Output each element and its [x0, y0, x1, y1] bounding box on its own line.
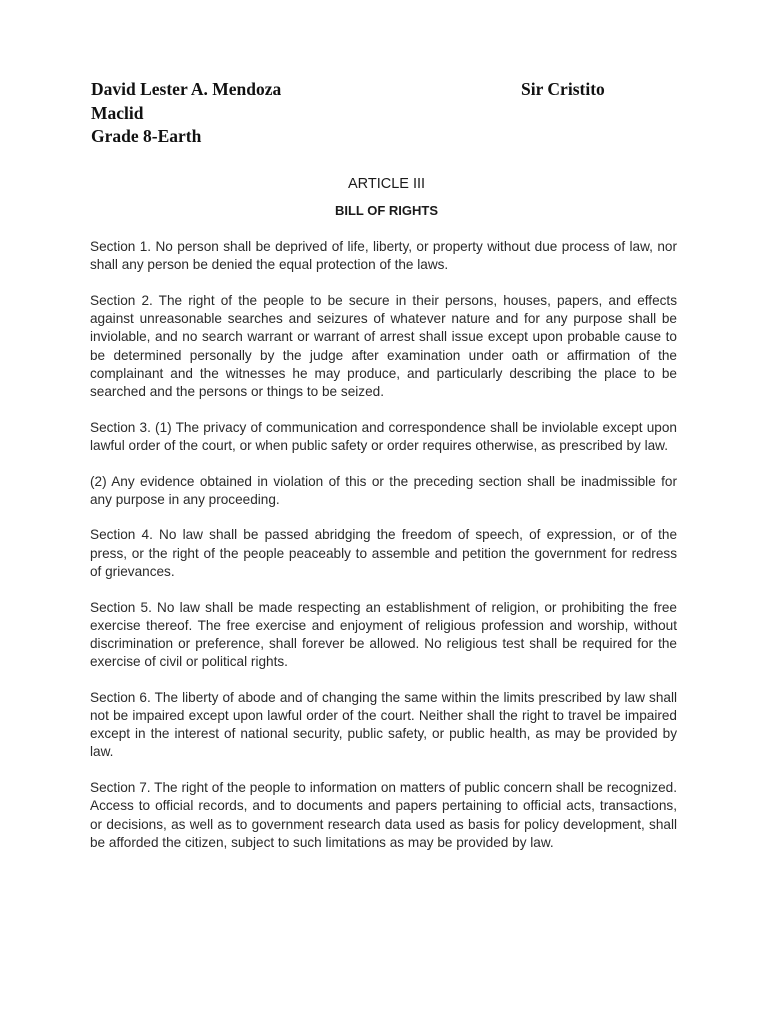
title-block — [0, 174, 768, 220]
paragraph-section-3-2: (2) Any evidence obtained in violation of this or the preceding section shall be inadmissible for any purpose in any proceeding. — [90, 473, 677, 507]
paragraph-section-4: Section 4. No law shall be passed abridging the freedom of speech, of expression, or of the press, or the right of the people peaceably to assemble and petition the government for redress of grievances. — [90, 527, 677, 579]
paragraph-section-6: Section 6. The liberty of abode and of changing the same within the limits prescribed by law shall not be impaired except upon lawful order of the court. Neither shall the right to travel be impaired except in the interest of national security, public safety, or public health, as may be provided by law. — [90, 689, 677, 760]
article-title: ARTICLE III — [347, 176, 426, 192]
article-subtitle: BILL OF RIGHTS — [334, 203, 439, 218]
grade-section: Grade 8-Earth — [91, 126, 202, 146]
header-name-row — [91, 78, 631, 102]
paragraph-section-7: Section 7. The right of the people to information on matters of public concern shall be recognized. Access to official records, and to documents and papers pertaining to official acts, transactions, or decisions, as well as to government research data used as basis for policy development, shall be afforded the citizen, subject to such limitations as may be provided by law. — [90, 780, 677, 850]
document-header — [91, 78, 631, 149]
student-name: David Lester A. Mendoza — [91, 79, 282, 99]
document-body — [90, 238, 677, 869]
paragraph-section-2: Section 2. The right of the people to be secure in their persons, houses, papers, and effects against unreasonable searches and seizures of whatever nature and for any purpose shall be inviolable, and no search warrant or warrant of arrest shall issue except upon probable cause to be determined personally by the judge after examination under oath or affirmation of the complainant and the witnesses he may produce, and particularly describing the place to be searched and the persons or things to be seized. — [90, 292, 677, 399]
teacher-name-continued: Maclid — [91, 102, 144, 123]
paragraph-section-1: Section 1. No person shall be deprived of life, liberty, or property without due process of law, nor shall any person be denied the equal protection of the laws. — [90, 239, 677, 273]
teacher-name: Sir Cristito — [521, 79, 605, 99]
paragraph-section-3-1: Section 3. (1) The privacy of communication and correspondence shall be inviolable except upon lawful order of the court, or when public safety or order requires otherwise, as prescribed by law. — [90, 419, 677, 453]
paragraph-section-5: Section 5. No law shall be made respecting an establishment of religion, or prohibiting the free exercise thereof. The free exercise and enjoyment of religious profession and worship, without discrimination or preference, shall forever be allowed. No religious test shall be required for the exercise of civil or political rights. — [90, 599, 677, 670]
